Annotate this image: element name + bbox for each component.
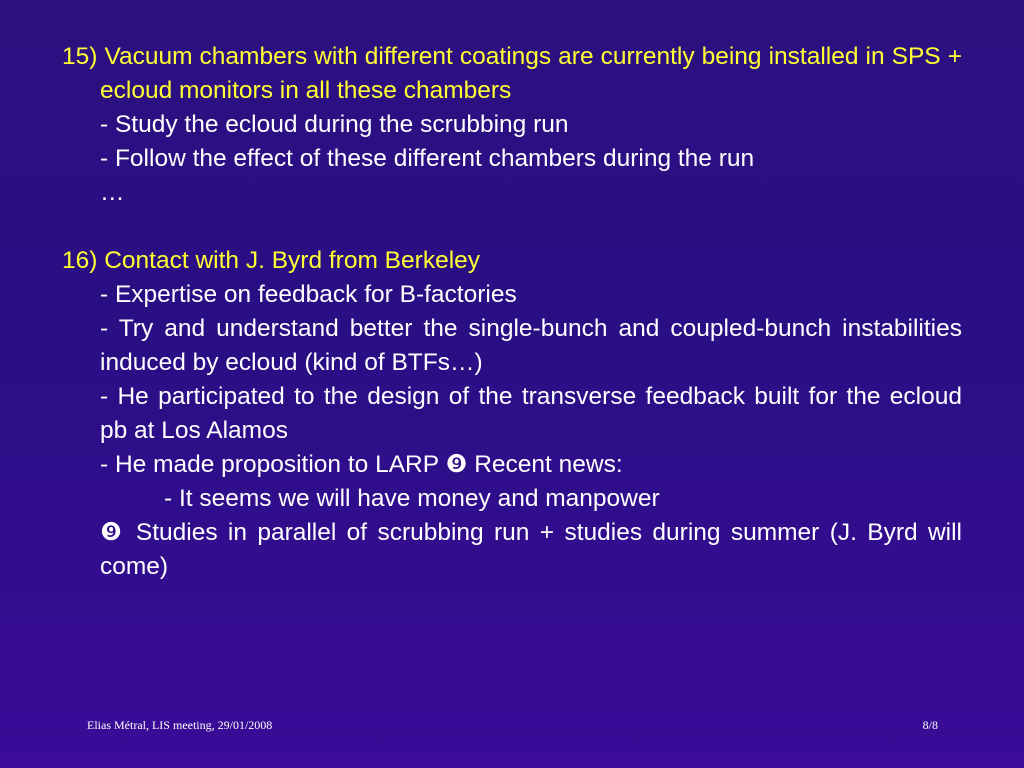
item-16-line-3: - He participated to the design of the transverse feedback built for the ecloud pb at Los Alamos [100,383,962,444]
footer-page-number: 8/8 [922,718,938,732]
item-16-line-2: - Try and understand better the single-bunch and coupled-bunch instabilities induced by ecloud (kind of BTFs…) [100,315,962,376]
item-15-line-1: - Study the ecloud during the scrubbing run [100,111,569,138]
item-16-line-5: - It seems we will have money and manpower [164,485,660,512]
item-16-line-1: - Expertise on feedback for B-factories [100,281,517,308]
slide-content [62,40,962,584]
item-16-heading: 16) Contact with J. Byrd from Berkeley [62,247,481,274]
item-16-line-4: - He made proposition to LARP ❾ Recent news: [100,451,623,478]
item-15-line-2: - Follow the effect of these different chambers during the run [100,145,755,172]
item-15-line-3: … [100,179,125,206]
item-15-heading: 15) Vacuum chambers with different coatings are currently being installed in SPS + ecloud monitors in all these chambers [62,43,962,104]
item-16-line-6: ❾ Studies in parallel of scrubbing run + studies during summer (J. Byrd will come) [100,519,962,580]
footer-author-date: Elias Métral, LIS meeting, 29/01/2008 [87,718,273,732]
